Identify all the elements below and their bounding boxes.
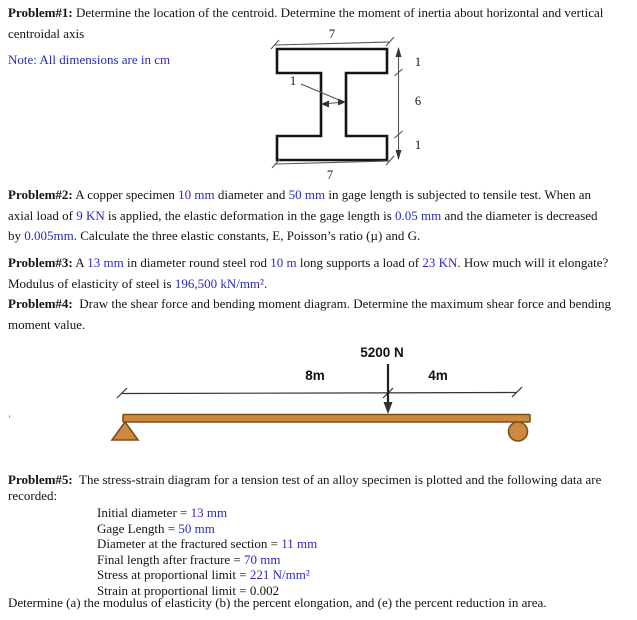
highlighted-value: 10 m	[270, 255, 297, 270]
problem5-paragraph	[8, 472, 601, 503]
ibeam-drawing	[250, 28, 435, 182]
load-arrow-head	[384, 402, 393, 414]
bottom-dimension-line	[276, 161, 390, 164]
text-segment: long supports a load of	[296, 255, 423, 270]
span-label-left: 8m	[305, 368, 325, 383]
text-segment: The stress-strain diagram for a tension test of an alloy specimen is plotted and the following data are	[72, 472, 602, 487]
beam-bar	[123, 415, 530, 423]
highlighted-value: 50 mm	[288, 187, 326, 202]
highlighted-value: 221 N/mm²	[249, 567, 310, 583]
text-line	[8, 5, 603, 26]
text-line	[8, 488, 601, 504]
text-segment: Gage Length =	[97, 520, 179, 536]
text-line	[8, 187, 598, 208]
text-segment: Strain at proportional limit = 0.002	[97, 582, 280, 598]
text-line	[8, 208, 598, 229]
problem-label: Problem#1:	[8, 5, 73, 20]
highlighted-value: 23 KN	[422, 255, 458, 270]
dim-label-bottom-width: 7	[326, 168, 334, 182]
text-segment: centroidal axis	[8, 25, 85, 41]
problem5-data-list	[97, 505, 317, 599]
text-segment: Modulus of elasticity of steel is	[8, 275, 175, 291]
text-line	[8, 595, 547, 611]
text-line	[97, 567, 317, 583]
highlighted-value: 196,500 kN/mm²	[174, 275, 264, 291]
highlighted-value: 0.005mm	[24, 228, 74, 244]
note-text	[8, 52, 170, 73]
pin-support-triangle	[112, 422, 138, 440]
problem-label: Problem#5:	[8, 472, 73, 487]
dim-label-web-height: 6	[414, 94, 422, 108]
stray-mark: ’	[8, 414, 11, 424]
beam-figure	[60, 342, 580, 446]
text-segment: Stress at proportional limit =	[97, 567, 250, 583]
dim-label-web-width: 1	[289, 74, 297, 88]
text-line	[8, 276, 608, 297]
text-line	[8, 317, 611, 338]
text-segment: Determine (a) the modulus of elasticity (b) the percent elongation, and (e) the percent reduction in area.	[8, 595, 547, 610]
text-segment: Determine the location of the centroid. Determine the moment of inertia about horizontal and vertical	[72, 5, 604, 20]
load-label: 5200 N	[360, 345, 404, 360]
highlighted-value: Note: All dimensions are in cm	[8, 52, 171, 67]
text-segment: . Calculate the three elastic constants, E, Poisson’s ratio (µ) and G.	[73, 228, 421, 244]
text-line	[8, 472, 601, 488]
text-segment: in gage length is subjected to tensile test. When an	[325, 187, 591, 202]
text-segment: is applied, the elastic deformation in the gage length is	[104, 207, 396, 223]
text-line	[97, 521, 317, 537]
highlighted-value: 70 mm	[244, 551, 281, 567]
roller-support-circle	[509, 422, 528, 441]
text-segment: A	[72, 255, 88, 270]
span-label-right: 4m	[428, 368, 448, 383]
highlighted-value: 9 KN	[76, 207, 105, 223]
problem5-determine-line	[8, 595, 547, 611]
text-segment: Draw the shear force and bending moment diagram. Determine the maximum shear force and bending	[72, 296, 611, 311]
problem4-paragraph	[8, 296, 611, 337]
text-line	[8, 52, 170, 73]
dim-label-top-flange: 1	[414, 55, 422, 69]
problem3-paragraph	[8, 255, 608, 296]
text-line	[8, 228, 598, 249]
text-segment: Final length after fracture =	[97, 551, 245, 567]
problem-label: Problem#3:	[8, 255, 73, 270]
beam-drawing	[60, 342, 580, 446]
problem-label: Problem#4:	[8, 296, 73, 311]
problem2-paragraph	[8, 187, 598, 249]
problem-label: Problem#2:	[8, 187, 73, 202]
right-dimension-arrow-up	[396, 47, 402, 57]
text-segment: axial load of	[8, 207, 77, 223]
top-dimension-line	[275, 42, 390, 45]
text-segment: diameter and	[214, 187, 289, 202]
dim-label-bottom-flange: 1	[414, 138, 422, 152]
dim-label-top-width: 7	[328, 28, 336, 41]
text-segment: Initial diameter =	[97, 505, 191, 520]
highlighted-value: 11 mm	[281, 536, 318, 552]
highlighted-value: 13 mm	[87, 255, 124, 270]
text-line	[97, 536, 317, 552]
text-line	[8, 296, 611, 317]
text-segment: recorded:	[8, 487, 58, 503]
highlighted-value: 13 mm	[190, 505, 228, 520]
text-segment: moment value.	[8, 316, 86, 332]
span-dimension-line	[122, 393, 517, 394]
text-segment: in diameter round steel rod	[123, 255, 271, 270]
text-segment: . How much will it elongate?	[457, 255, 609, 270]
right-dimension-arrow-down	[396, 150, 402, 160]
highlighted-value: 50 mm	[178, 520, 215, 536]
text-segment: Diameter at the fractured section =	[97, 536, 282, 552]
text-line	[8, 255, 608, 276]
text-line	[97, 552, 317, 568]
text-segment: .	[263, 275, 268, 291]
ibeam-outline	[277, 49, 387, 160]
text-segment: and the diameter is decreased	[441, 207, 598, 223]
text-segment: A copper specimen	[72, 187, 179, 202]
top-dimension-tick-right	[386, 37, 394, 46]
highlighted-value: 0.05 mm	[395, 207, 442, 223]
ibeam-figure	[250, 28, 435, 182]
highlighted-value: 10 mm	[178, 187, 215, 202]
text-segment: by	[8, 228, 25, 244]
text-line	[97, 505, 317, 521]
